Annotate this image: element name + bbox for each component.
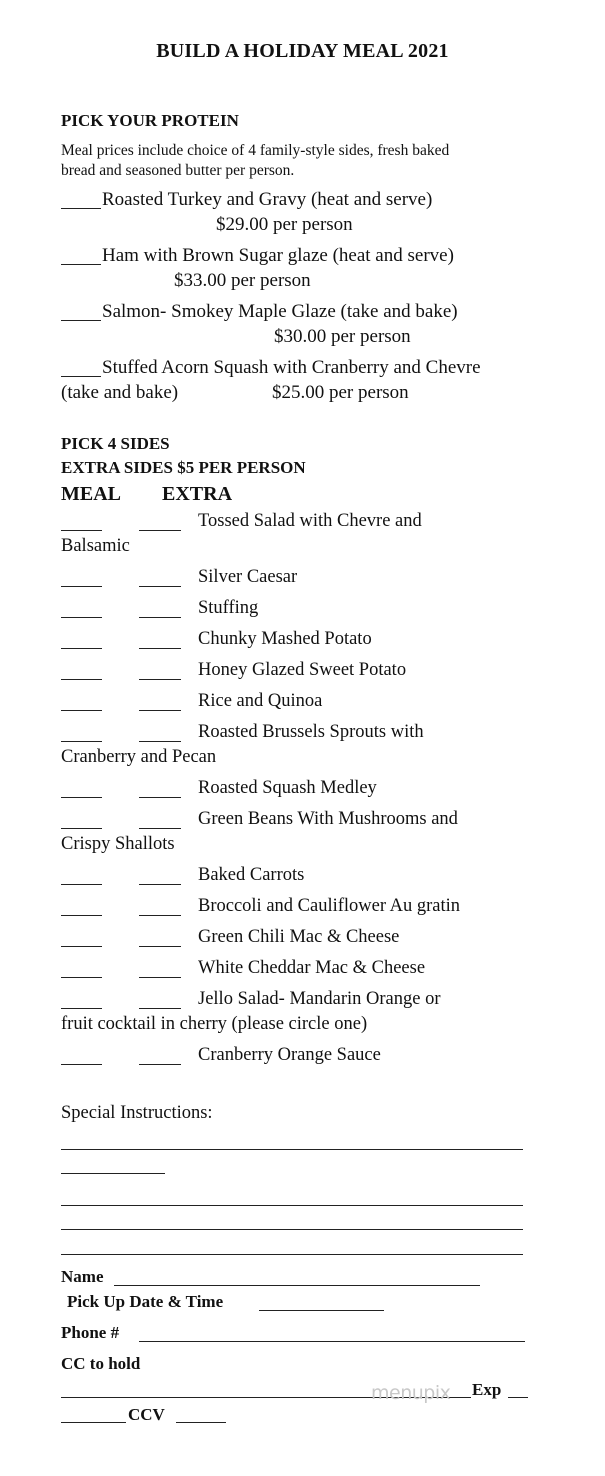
protein-price-3: $30.00 per person [274, 326, 411, 347]
side-item-white-cheddar-mac: White Cheddar Mac & Cheese [198, 958, 426, 978]
extra-column-header: EXTRA [162, 483, 233, 505]
extra-sides-heading: EXTRA SIDES $5 PER PERSON [61, 458, 306, 477]
page-title: BUILD A HOLIDAY MEAL 2021 [156, 40, 449, 62]
side-item-green-beans-cont: Crispy Shallots [61, 834, 175, 854]
side-item-mashed-potato: Chunky Mashed Potato [198, 629, 372, 649]
side-extra-blank-8[interactable] [139, 797, 181, 798]
side-extra-blank-9[interactable] [139, 828, 181, 829]
protein-item-1: Roasted Turkey and Gravy (heat and serve) [102, 189, 433, 210]
side-meal-blank-5[interactable] [61, 679, 102, 680]
side-item-tossed-salad-cont: Balsamic [61, 536, 130, 556]
side-meal-blank-7[interactable] [61, 741, 102, 742]
side-extra-blank-7[interactable] [139, 741, 181, 742]
ccv-label: CCV [128, 1405, 165, 1424]
special-instructions-line-1[interactable] [61, 1149, 523, 1150]
protein-blank-1[interactable] [61, 208, 101, 209]
protein-blank-2[interactable] [61, 264, 101, 265]
side-meal-blank-8[interactable] [61, 797, 102, 798]
name-label: Name [61, 1267, 104, 1286]
phone-field[interactable] [139, 1341, 525, 1342]
special-instructions-line-4[interactable] [61, 1229, 523, 1230]
protein-note-line2: bread and seasoned butter per person. [61, 162, 295, 179]
side-meal-blank-12[interactable] [61, 946, 102, 947]
side-extra-blank-2[interactable] [139, 586, 181, 587]
protein-item-4-cont: (take and bake) [61, 382, 179, 403]
side-extra-blank-5[interactable] [139, 679, 181, 680]
side-meal-blank-13[interactable] [61, 977, 102, 978]
ccv-field[interactable] [176, 1422, 226, 1423]
side-item-tossed-salad: Tossed Salad with Chevre and [198, 511, 422, 531]
side-extra-blank-3[interactable] [139, 617, 181, 618]
exp-label: Exp [472, 1380, 502, 1399]
protein-item-3: Salmon- Smokey Maple Glaze (take and bake) [102, 301, 458, 322]
side-item-squash-medley: Roasted Squash Medley [198, 778, 377, 798]
side-extra-blank-1[interactable] [139, 530, 181, 531]
side-item-jello-salad: Jello Salad- Mandarin Orange or [198, 989, 441, 1009]
protein-heading: PICK YOUR PROTEIN [61, 111, 239, 130]
side-meal-blank-3[interactable] [61, 617, 102, 618]
side-item-baked-carrots: Baked Carrots [198, 865, 305, 885]
side-extra-blank-6[interactable] [139, 710, 181, 711]
name-field[interactable] [114, 1285, 480, 1286]
ccv-prefix-line[interactable] [61, 1422, 126, 1423]
side-extra-blank-15[interactable] [139, 1064, 181, 1065]
side-meal-blank-9[interactable] [61, 828, 102, 829]
side-meal-blank-11[interactable] [61, 915, 102, 916]
special-instructions-line-2[interactable] [61, 1173, 165, 1174]
side-item-brussels-sprouts: Roasted Brussels Sprouts with [198, 722, 424, 742]
side-meal-blank-4[interactable] [61, 648, 102, 649]
side-item-rice-quinoa: Rice and Quinoa [198, 691, 323, 711]
side-item-green-beans: Green Beans With Mushrooms and [198, 809, 458, 829]
side-meal-blank-15[interactable] [61, 1064, 102, 1065]
protein-item-2: Ham with Brown Sugar glaze (heat and serve) [102, 245, 454, 266]
pickup-field[interactable] [259, 1310, 384, 1311]
side-meal-blank-1[interactable] [61, 530, 102, 531]
sides-heading: PICK 4 SIDES [61, 434, 170, 453]
protein-note-line1: Meal prices include choice of 4 family-style sides, fresh baked [61, 142, 450, 159]
phone-label: Phone # [61, 1323, 120, 1342]
side-item-jello-salad-cont: fruit cocktail in cherry (please circle one) [61, 1014, 368, 1034]
special-instructions-label: Special Instructions: [61, 1103, 213, 1123]
meal-column-header: MEAL [61, 483, 121, 505]
protein-price-1: $29.00 per person [216, 214, 353, 235]
protein-blank-4[interactable] [61, 376, 101, 377]
side-meal-blank-10[interactable] [61, 884, 102, 885]
special-instructions-line-5[interactable] [61, 1254, 523, 1255]
side-item-cranberry-sauce: Cranberry Orange Sauce [198, 1045, 381, 1065]
side-extra-blank-14[interactable] [139, 1008, 181, 1009]
special-instructions-line-3[interactable] [61, 1205, 523, 1206]
side-item-silver-caesar: Silver Caesar [198, 567, 298, 587]
side-item-brussels-sprouts-cont: Cranberry and Pecan [61, 747, 217, 767]
protein-blank-3[interactable] [61, 320, 101, 321]
side-extra-blank-12[interactable] [139, 946, 181, 947]
side-meal-blank-2[interactable] [61, 586, 102, 587]
side-item-green-chili-mac: Green Chili Mac & Cheese [198, 927, 400, 947]
side-extra-blank-13[interactable] [139, 977, 181, 978]
side-extra-blank-10[interactable] [139, 884, 181, 885]
cc-label: CC to hold [61, 1354, 141, 1373]
protein-price-4: $25.00 per person [272, 382, 409, 403]
menupix-watermark: menupix [371, 1382, 451, 1404]
exp-field[interactable] [508, 1397, 528, 1398]
side-meal-blank-6[interactable] [61, 710, 102, 711]
pickup-label: Pick Up Date & Time [67, 1292, 224, 1311]
side-extra-blank-4[interactable] [139, 648, 181, 649]
side-item-sweet-potato: Honey Glazed Sweet Potato [198, 660, 407, 680]
side-item-stuffing: Stuffing [198, 598, 259, 618]
protein-item-4: Stuffed Acorn Squash with Cranberry and Chevre [102, 357, 481, 378]
side-extra-blank-11[interactable] [139, 915, 181, 916]
protein-price-2: $33.00 per person [174, 270, 311, 291]
side-item-broccoli-gratin: Broccoli and Cauliflower Au gratin [198, 896, 461, 916]
side-meal-blank-14[interactable] [61, 1008, 102, 1009]
